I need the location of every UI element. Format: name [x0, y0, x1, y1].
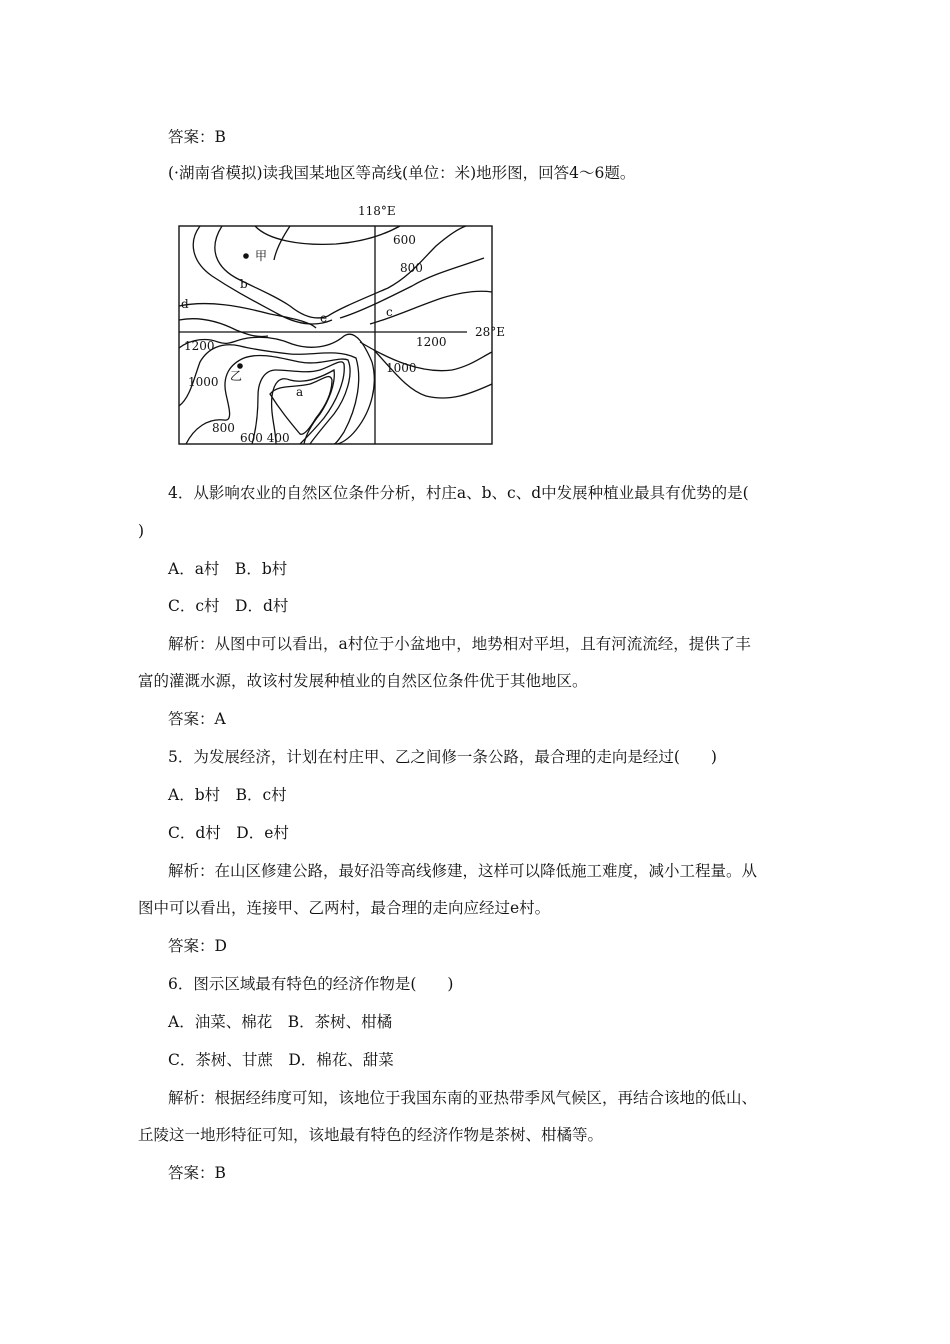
contour-label-1200-right: 1200: [416, 335, 447, 349]
question-5-explanation-1: 解析：在山区修建公路，最好沿等高线修建，这样可以降低施工难度，减小工程量。从: [168, 862, 758, 880]
village-d: d: [181, 297, 189, 311]
contour-label-600: 600: [393, 233, 416, 247]
contour-label-800: 800: [400, 261, 423, 275]
question-5-explanation-2: 图中可以看出，连接甲、乙两村，最合理的走向应经过e村。: [138, 899, 551, 917]
contour-map: [160, 198, 520, 450]
contour-label-1000-left: 1000: [188, 375, 219, 389]
latitude-label: 28°E: [475, 325, 506, 339]
question-5-options-cd: C．d村 D．e村: [168, 824, 289, 842]
question-6-options-ab: A．油菜、棉花 B．茶树、柑橘: [168, 1013, 393, 1031]
village-c: c: [386, 305, 393, 319]
longitude-label: 118°E: [358, 204, 396, 218]
question-6-explanation-2: 丘陵这一地形特征可知，该地最有特色的经济作物是茶树、柑橘等。: [138, 1126, 604, 1144]
question-6-answer: 答案：B: [168, 1164, 226, 1182]
question-4-line1: 4．从影响农业的自然区位条件分析，村庄a、b、c、d中发展种植业最具有优势的是(: [168, 484, 749, 502]
village-b: b: [240, 277, 248, 291]
village-a: a: [296, 385, 304, 399]
question-4-explanation-1: 解析：从图中可以看出，a村位于小盆地中，地势相对平坦，且有河流流经，提供了丰: [168, 635, 751, 653]
question-intro: (·湖南省模拟)读我国某地区等高线(单位：米)地形图，回答4～6题。: [168, 164, 636, 182]
question-6-options-cd: C．茶树、甘蔗 D．棉花、甜菜: [168, 1051, 394, 1069]
question-4-answer: 答案：A: [168, 710, 226, 728]
question-5-options-ab: A．b村 B．c村: [168, 786, 287, 804]
contour-label-1200-left: 1200: [184, 339, 215, 353]
question-4-options-cd: C．c村 D．d村: [168, 597, 289, 615]
question-5: 5．为发展经济，计划在村庄甲、乙之间修一条公路，最合理的走向是经过( ): [168, 748, 717, 766]
question-4-line2: ): [138, 522, 145, 540]
question-6-explanation-1: 解析：根据经纬度可知，该地位于我国东南的亚热带季风气候区，再结合该地的低山、: [168, 1089, 758, 1107]
question-4-options-ab: A．a村 B．b村: [168, 560, 288, 578]
contour-label-600-400: 600 400: [240, 431, 290, 445]
village-e: e: [320, 311, 328, 325]
question-6: 6．图示区域最有特色的经济作物是( ): [168, 975, 454, 993]
contour-label-1000-right: 1000: [386, 361, 417, 375]
answer-line: 答案：B: [168, 128, 226, 146]
question-5-answer: 答案：D: [168, 937, 227, 955]
village-jia: 甲: [255, 249, 268, 263]
question-4-explanation-2: 富的灌溉水源，故该村发展种植业的自然区位条件优于其他地区。: [138, 672, 588, 690]
village-yi: 乙: [230, 369, 243, 383]
contour-label-800-bottom: 800: [212, 421, 235, 435]
